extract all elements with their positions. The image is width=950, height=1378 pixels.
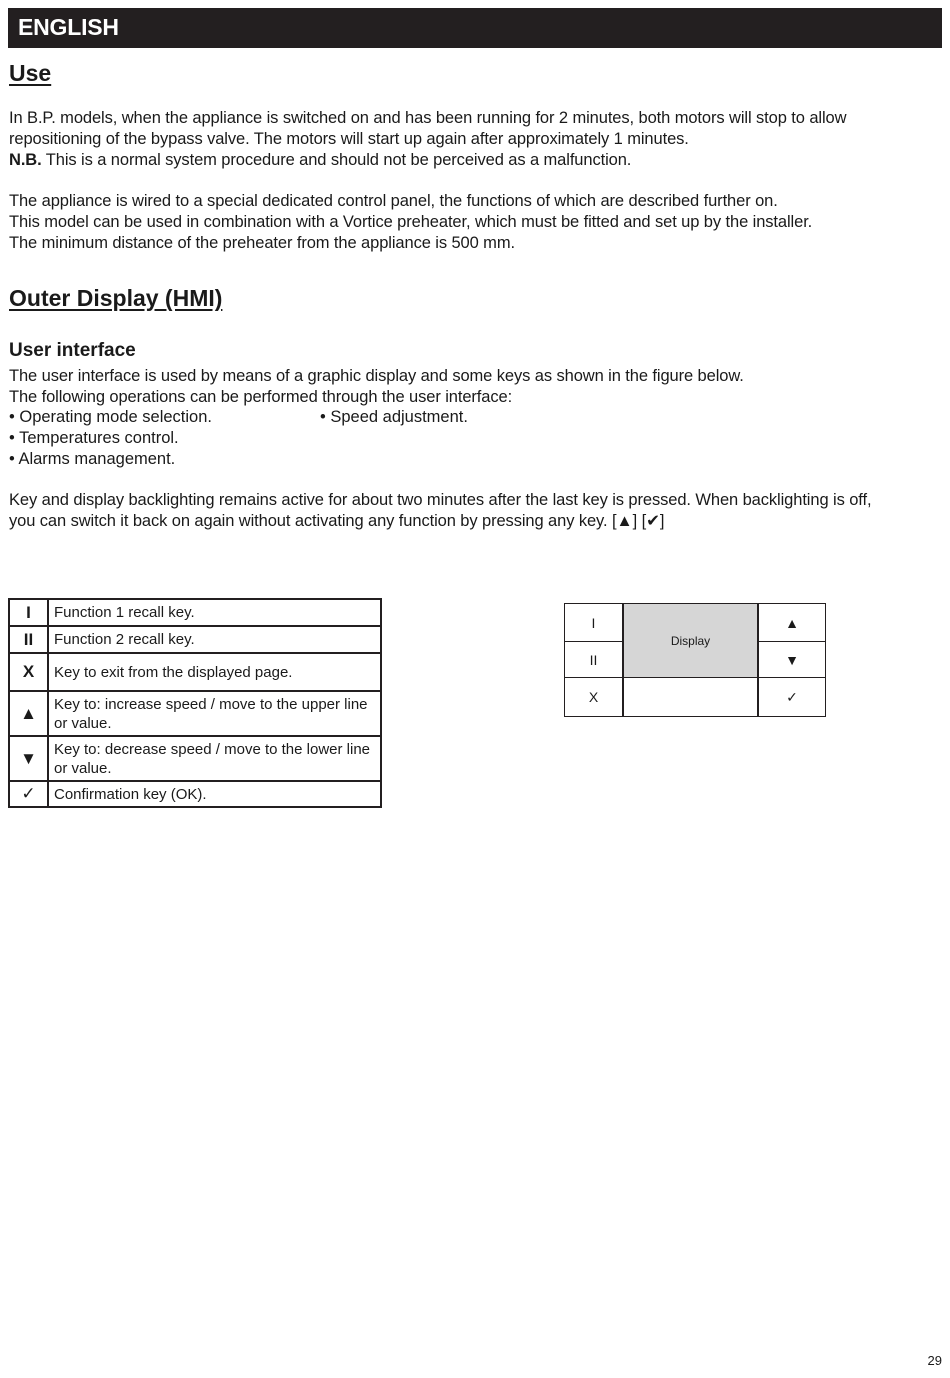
language-header xyxy=(8,8,942,48)
function-1-symbol: I xyxy=(9,599,48,626)
legend-description: Key to exit from the displayed page. xyxy=(48,653,381,691)
legend-description: Key to: increase speed / move to the upper line or value. xyxy=(48,691,381,736)
text-line: The minimum distance of the preheater from the appliance is 500 mm. xyxy=(9,233,515,252)
text-line: The appliance is wired to a special dedicated control panel, the functions of which are described further on. xyxy=(9,192,778,210)
table-row xyxy=(9,653,381,691)
table-row xyxy=(9,736,381,781)
nb-text: This is a normal system procedure and should not be perceived as a malfunction. xyxy=(41,150,632,169)
table-row xyxy=(9,599,381,626)
intro-paragraph xyxy=(9,366,939,408)
legend-description: Key to: decrease speed / move to the lower line or value. xyxy=(48,736,381,781)
list-item: • Operating mode selection. xyxy=(9,408,212,426)
table-row xyxy=(9,781,381,807)
up-arrow-icon: ▲ xyxy=(9,691,48,736)
text-line: you can switch it back on again without activating any function by pressing any key. [▲] [✔] xyxy=(9,511,665,530)
text-line: repositioning of the bypass valve. The motors will start up again after approximately 1 minutes. xyxy=(9,129,689,148)
use-heading: Use xyxy=(9,60,52,86)
use-paragraph-1 xyxy=(9,108,939,170)
nb-line xyxy=(9,150,939,171)
list-item: • Temperatures control. xyxy=(9,429,179,447)
checkmark-icon[interactable]: ✓ xyxy=(786,688,798,705)
down-arrow-icon[interactable]: ▼ xyxy=(785,651,799,668)
use-paragraph-2 xyxy=(9,191,939,253)
user-interface-subheading: User interface xyxy=(9,340,136,361)
table-row xyxy=(9,691,381,736)
outer-display-heading: Outer Display (HMI) xyxy=(9,285,223,311)
down-arrow-icon: ▼ xyxy=(9,736,48,781)
checkmark-icon: ✓ xyxy=(9,781,48,807)
list-item: • Alarms management. xyxy=(9,450,176,468)
table-row xyxy=(9,626,381,653)
divider xyxy=(623,677,758,678)
legend-description: Function 1 recall key. xyxy=(48,599,381,626)
nb-label: N.B. xyxy=(9,150,42,169)
text-line: Key and display backlighting remains active for about two minutes after the last key is pressed. When backlighting is off, xyxy=(9,491,872,509)
function-2-symbol: II xyxy=(9,626,48,653)
key-legend-table xyxy=(8,598,382,808)
function-1-key[interactable]: I xyxy=(591,614,596,631)
control-panel-diagram xyxy=(564,603,826,717)
legend-description: Confirmation key (OK). xyxy=(48,781,381,807)
list-item: • Speed adjustment. xyxy=(320,408,468,426)
page-number: 29 xyxy=(927,1353,942,1368)
backlight-paragraph xyxy=(9,490,939,532)
up-arrow-icon[interactable]: ▲ xyxy=(785,614,799,631)
text-line: In B.P. models, when the appliance is switched on and has been running for 2 minutes, both motors will stop to allow xyxy=(9,109,847,127)
exit-key[interactable]: X xyxy=(588,689,599,705)
text-line: This model can be used in combination with a Vortice preheater, which must be fitted and set up by the installer. xyxy=(9,212,813,231)
exit-symbol: X xyxy=(9,653,48,691)
language-label: ENGLISH xyxy=(18,14,119,40)
text-line: The following operations can be performed through the user interface: xyxy=(9,387,513,406)
legend-description: Function 2 recall key. xyxy=(48,626,381,653)
function-2-key[interactable]: II xyxy=(589,651,598,668)
display-screen: Display xyxy=(624,604,757,677)
text-line: The user interface is used by means of a graphic display and some keys as shown in the figure below. xyxy=(9,367,744,385)
